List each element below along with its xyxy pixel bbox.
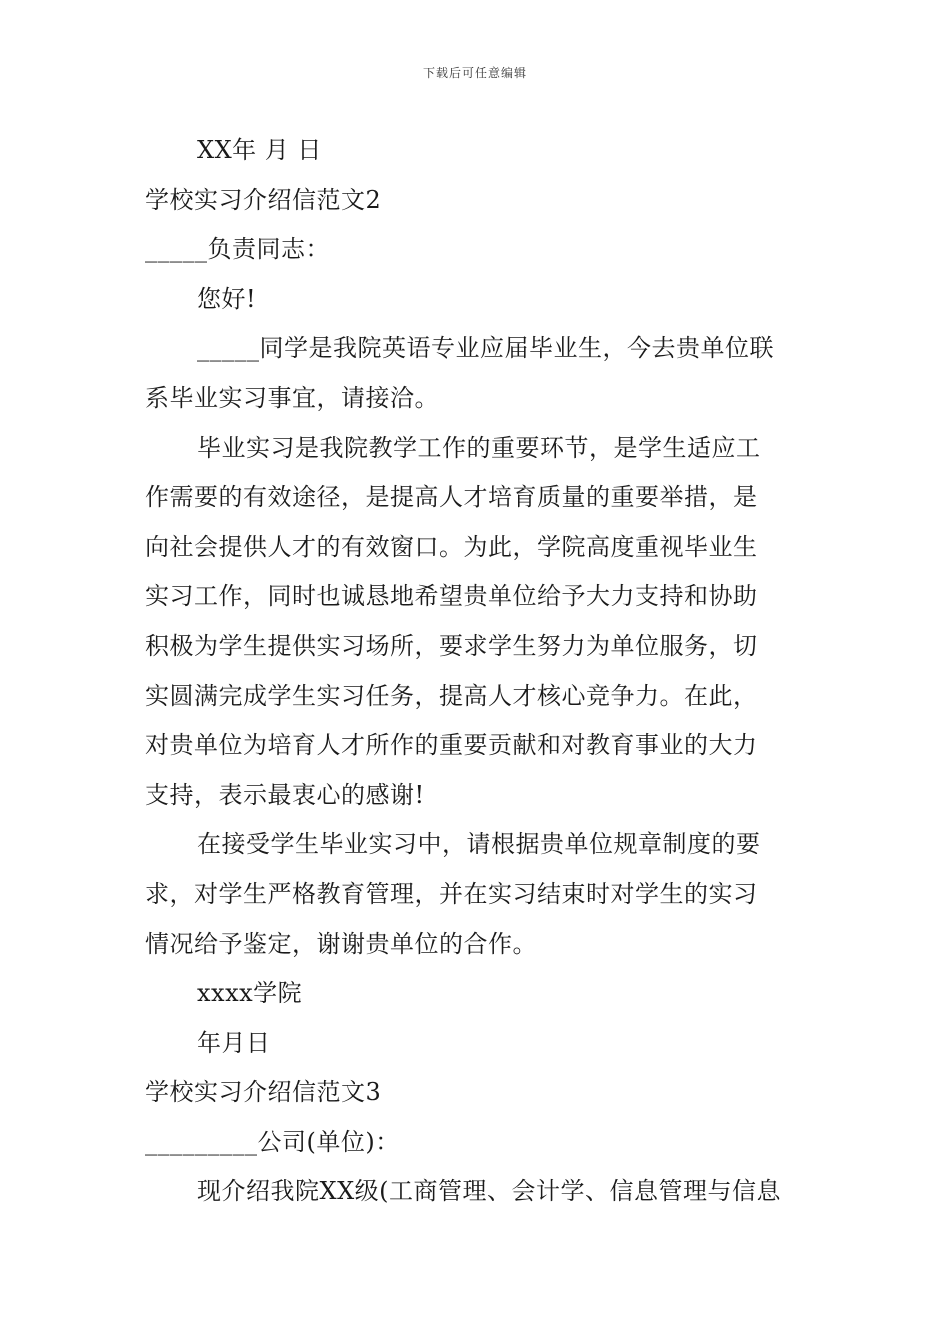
paragraph-line: 现介绍我院XX级(工商管理、会计学、信息管理与信息 (197, 1177, 782, 1206)
section-title: 学校实习介绍信范文3 (145, 1078, 382, 1107)
paragraph-line: 作需要的有效途径，是提高人才培育质量的重要举措，是 (145, 483, 758, 512)
paragraph-line: 实圆满完成学生实习任务，提高人才核心竞争力。在此， (145, 681, 758, 710)
paragraph-line: 支持，表示最衷心的感谢! (145, 780, 425, 809)
page-header: 下载后可任意编辑 (422, 66, 527, 80)
paragraph-line: 实习工作，同时也诚恳地希望贵单位给予大力支持和协助 (145, 582, 758, 611)
salutation: _________公司(单位)： (145, 1127, 400, 1156)
paragraph-line: 向社会提供人才的有效窗口。为此，学院高度重视毕业生 (145, 532, 758, 561)
paragraph-line: 系毕业实习事宜，请接洽。 (145, 383, 439, 412)
paragraph-line: 在接受学生毕业实习中，请根据贵单位规章制度的要 (197, 830, 761, 859)
date-line: 年月日 (197, 1028, 271, 1057)
greeting: 您好! (197, 284, 257, 313)
paragraph-line: 求，对学生严格教育管理，并在实习结束时对学生的实习 (145, 879, 758, 908)
paragraph-line: 积极为学生提供实习场所，要求学生努力为单位服务，切 (145, 631, 758, 660)
section-title: 学校实习介绍信范文2 (145, 185, 382, 214)
signature-line: xxxx学院 (197, 979, 303, 1008)
paragraph-line: _____同学是我院英语专业应届毕业生，今去贵单位联 (197, 334, 774, 363)
document-body (145, 126, 810, 1217)
paragraph-line: 毕业实习是我院教学工作的重要环节，是学生适应工 (197, 433, 761, 462)
date-line: XX年 月 日 (197, 136, 322, 164)
paragraph-line: 情况给予鉴定，谢谢贵单位的合作。 (145, 929, 537, 958)
paragraph-line: 对贵单位为培育人才所作的重要贡献和对教育事业的大力 (145, 731, 758, 760)
salutation: _____负责同志： (145, 235, 330, 264)
